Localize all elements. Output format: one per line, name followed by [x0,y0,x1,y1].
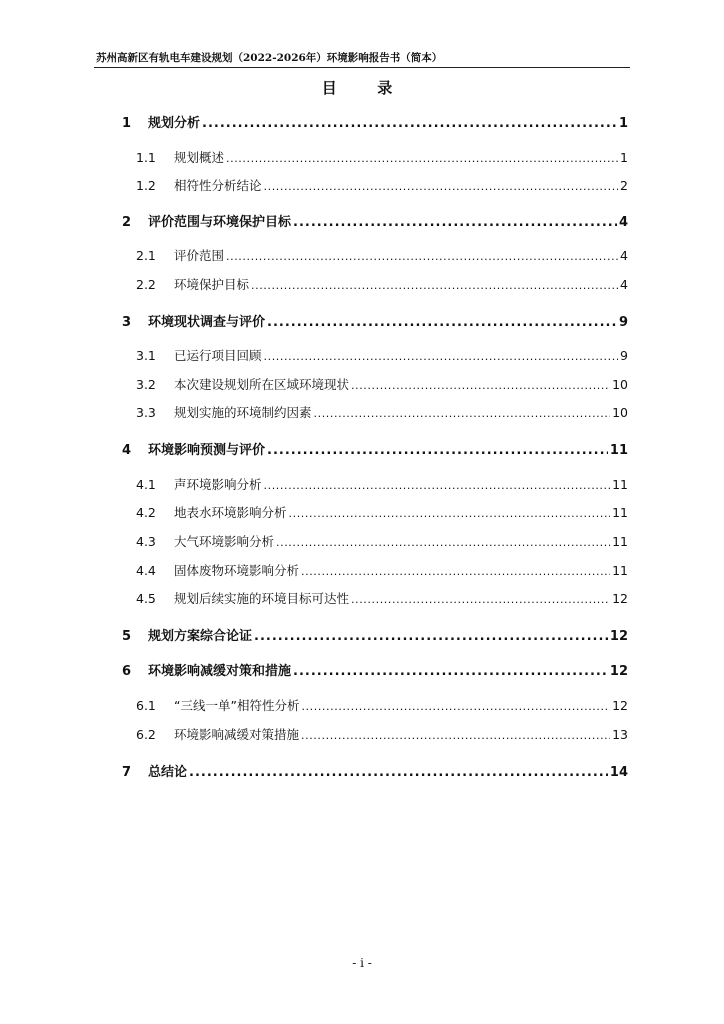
toc-entry-page: 12 [612,698,628,713]
toc-entry-number: 2.1 [136,248,156,263]
toc-entry-label: 规划方案综合论证 [148,629,253,644]
toc-entry[interactable] [136,696,628,714]
toc-entry-page: 9 [618,315,628,330]
toc-entry-page: 4 [620,248,628,263]
toc-entry-label: 规划分析 [148,116,201,131]
toc-entry-number: 6.1 [136,698,156,713]
toc-leader-dots [264,180,619,193]
toc-entry-label: 固体废物环境影响分析 [174,563,300,578]
toc-entry-label: 环境现状调查与评价 [148,315,266,330]
toc-entry[interactable] [136,532,628,550]
toc-entry-number: 4.4 [136,563,156,578]
toc-leader-dots [293,215,617,230]
toc-entry-page: 1 [618,116,628,131]
toc-entry-label: 地表水环境影响分析 [174,505,287,520]
toc-entry[interactable] [122,211,628,230]
toc-entry[interactable] [136,246,628,264]
toc-entry-label: 环境影响减缓对策和措施 [148,664,292,679]
toc-entry[interactable] [136,403,628,421]
toc-leader-dots [301,729,610,742]
toc-entry-number: 3 [122,315,132,330]
toc-entry-number: 3.3 [136,405,156,420]
toc-entry[interactable] [136,176,628,194]
toc-entry-label: 相符性分析结论 [174,178,262,193]
toc-leader-dots [276,536,610,549]
toc-leader-dots [289,507,611,520]
toc-entry-page: 1 [620,150,628,165]
toc-entry[interactable] [122,439,628,458]
toc-entry-label: 规划实施的环境制约因素 [174,405,312,420]
toc-entry-label: 环境影响减缓对策措施 [174,727,300,742]
toc-entry-page: 4 [620,277,628,292]
toc-entry-number: 3.2 [136,377,156,392]
toc-entry-number: 1.1 [136,150,156,165]
toc-leader-dots [293,664,608,679]
toc-entry-number: 1 [122,116,132,131]
toc-leader-dots [251,279,618,292]
toc-entry-page: 14 [609,765,628,780]
toc-entry-number: 4 [122,443,132,458]
toc-leader-dots [202,116,617,131]
toc-leader-dots [267,443,608,458]
toc-entry-number: 4.5 [136,591,156,606]
toc-leader-dots [226,152,618,165]
toc-entry-label: 本次建设规划所在区域环境现状 [174,377,350,392]
toc-entry-page: 12 [609,629,628,644]
toc-entry-page: 12 [609,664,628,679]
toc-entry-number: 4.3 [136,534,156,549]
toc-title: 目 录 [321,79,403,97]
toc-leader-dots [189,765,608,780]
toc-entry[interactable] [136,375,628,393]
toc-entry-number: 7 [122,765,132,780]
toc-entry-label: 声环境影响分析 [174,477,262,492]
toc-entry-page: 11 [612,534,628,549]
toc-entry-page: 11 [609,443,628,458]
toc-entry-label: 环境影响预测与评价 [148,443,266,458]
toc-entry[interactable] [122,625,628,644]
toc-entry-number: 5 [122,629,132,644]
toc-entry-page: 11 [612,505,628,520]
toc-entry-label: 规划概述 [174,150,225,165]
toc-entry-page: 11 [612,563,628,578]
toc-leader-dots [301,565,610,578]
toc-entry[interactable] [136,275,628,293]
toc-leader-dots [226,250,618,263]
toc-entry[interactable] [122,311,628,330]
toc-entry[interactable] [136,346,628,364]
toc-entry[interactable] [136,503,628,521]
toc-leader-dots [351,593,610,606]
toc-entry-label: 评价范围与环境保护目标 [148,215,292,230]
toc-entry-page: 13 [612,727,628,742]
toc-leader-dots [264,350,619,363]
toc-entry-number: 2.2 [136,277,156,292]
toc-leader-dots [254,629,608,644]
toc-entry-label: “三线一单”相符性分析 [174,698,300,713]
toc-leader-dots [301,700,610,713]
toc-entry-number: 3.1 [136,348,156,363]
toc-entry[interactable] [136,475,628,493]
toc-entry-number: 6.2 [136,727,156,742]
toc-entry-label: 规划后续实施的环境目标可达性 [174,591,350,606]
toc-entry-page: 10 [612,377,628,392]
page-number: - i - [352,956,372,970]
toc-entry-label: 环境保护目标 [174,277,250,292]
toc-entry-number: 2 [122,215,132,230]
toc-leader-dots [351,379,610,392]
toc-entry-label: 评价范围 [174,248,225,263]
toc-entry-page: 4 [618,215,628,230]
toc-entry-page: 2 [620,178,628,193]
toc-entry[interactable] [136,725,628,743]
toc-entry-label: 已运行项目回顾 [174,348,262,363]
toc-entry[interactable] [122,660,628,679]
toc-entry-label: 大气环境影响分析 [174,534,275,549]
toc-entry-number: 4.2 [136,505,156,520]
toc-entry[interactable] [122,761,628,780]
toc-entry-number: 6 [122,664,132,679]
toc-entry-page: 12 [612,591,628,606]
toc-entry-number: 4.1 [136,477,156,492]
toc-entry-number: 1.2 [136,178,156,193]
running-header: 苏州高新区有轨电车建设规划（2022-2026年）环境影响报告书（简本） [96,52,443,64]
toc-entry[interactable] [136,148,628,166]
toc-entry[interactable] [136,589,628,607]
toc-entry-page: 11 [612,477,628,492]
toc-entry[interactable] [122,112,628,131]
toc-leader-dots [267,315,617,330]
toc-entry-page: 9 [620,348,628,363]
toc-entry-label: 总结论 [148,765,188,780]
toc-leader-dots [264,479,611,492]
toc-leader-dots [314,407,611,420]
toc-entry-page: 10 [612,405,628,420]
toc-entry[interactable] [136,561,628,579]
